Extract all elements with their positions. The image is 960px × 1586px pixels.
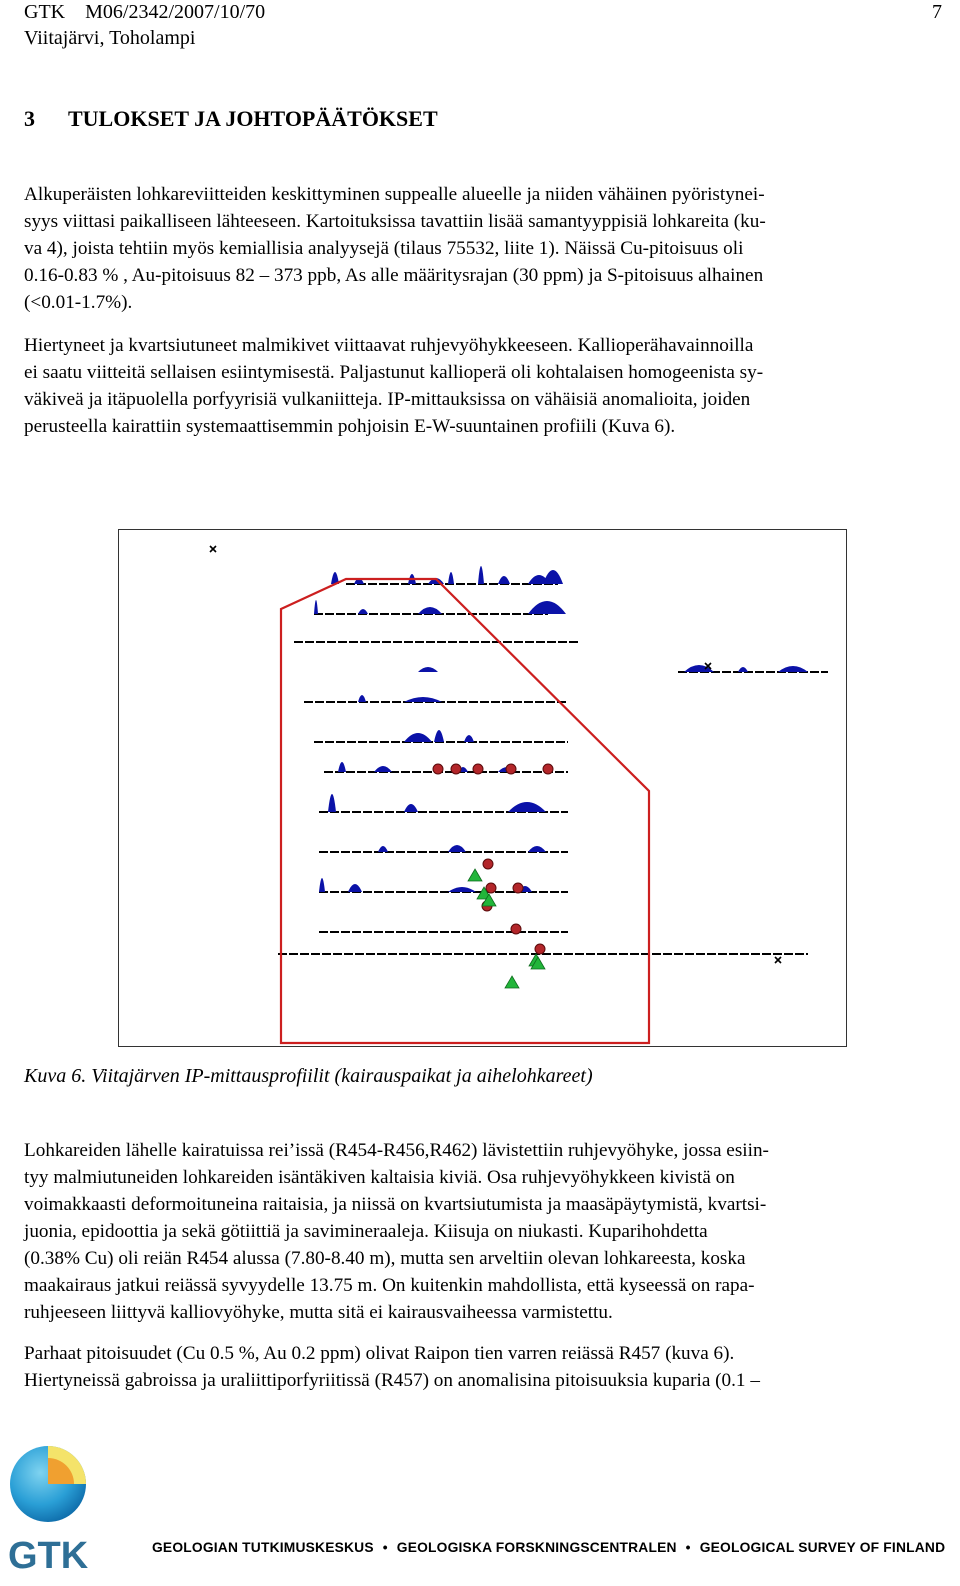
drill-hole-marker: [506, 764, 516, 774]
footer-name-fi: GEOLOGIAN TUTKIMUSKESKUS: [152, 1540, 374, 1555]
footer-name-en: GEOLOGICAL SURVEY OF FINLAND: [699, 1540, 946, 1555]
text-line: Lohkareiden lähelle kairatuissa rei’issä (R454-R456,R462) lävistettiin ruhjevyöhyke, jossa esiin-: [24, 1140, 769, 1161]
gtk-logo: [6, 1436, 102, 1586]
text-line: 0.16-0.83 % , Au-pitoisuus 82 – 373 ppb, As alle määritysrajan (30 ppm) ja S-pitoisuus alhainen: [24, 265, 764, 286]
text-line: Hiertyneet ja kvartsiutuneet malmikivet viittaavat ruhjevyöhykkeeseen. Kallioperähavainnoilla: [24, 335, 754, 356]
page-number: 7: [932, 1, 942, 23]
drill-hole-marker: [511, 924, 521, 934]
text-line: ei saatu viitteitä sellaisen esiintymisestä. Paljastunut kallioperä oli kohtalaisen homogeenista sy-: [24, 362, 764, 383]
text-line: voimakkaasti deformoituneina raitaisia, ja niissä on kvartsiutumista ja maasäpäytymistä, kvartsi-: [24, 1194, 767, 1215]
paragraph-3: [24, 1137, 936, 1326]
section-heading: [24, 104, 438, 134]
header-location: Viitajärvi, Toholampi: [24, 27, 196, 49]
paragraph-1: [24, 181, 936, 316]
text-line: perusteella kairattiin systemaattisemmin pohjoisin E-W-suuntainen profiili (Kuva 6).: [24, 416, 676, 437]
header-org-code: [24, 0, 265, 24]
text-line: juonia, epidoottia ja sekä götiittiä ja savimineraaleja. Kiisuja on niukasti. Kuparihohdetta: [24, 1221, 708, 1242]
drill-hole-marker: [513, 883, 523, 893]
text-line: maakairaus jatkui reiässä syvyydelle 13.75 m. On kuitenkin mahdollista, että kyseessä on rapa-: [24, 1275, 755, 1296]
section-title: TULOKSET JA JOHTOPÄÄTÖKSET: [68, 106, 438, 131]
ip-profile-map-figure: [118, 529, 847, 1047]
paragraph-2: [24, 332, 936, 440]
figure-caption: Kuva 6. Viitajärven IP-mittausprofiilit (kairauspaikat ja aihelohkareet): [24, 1065, 593, 1087]
text-line: tyy malmiutuneiden lohkareiden isäntäkiven kaltaisia kiviä. Osa ruhjevyöhykkeen kivistä on: [24, 1167, 735, 1188]
drill-hole-marker: [483, 859, 493, 869]
drill-hole-marker: [433, 764, 443, 774]
header-org: GTK: [24, 1, 66, 23]
text-line: va 4), joista tehtiin myös kemiallisia analyysejä (tilaus 75532, liite 1). Näissä Cu-pitoisuus oli: [24, 238, 744, 259]
drill-hole-marker: [473, 764, 483, 774]
text-line: syys viittasi paikalliseen lähteeseen. Kartoituksissa tavattiin lisää samantyyppisiä lohkareita (ku-: [24, 211, 766, 232]
text-line: (<0.01-1.7%).: [24, 292, 133, 313]
logo-text: GTK: [8, 1535, 89, 1577]
drill-hole-marker: [543, 764, 553, 774]
section-number: 3: [24, 106, 35, 131]
text-line: ruhjeeseen liittyvä kalliovyöhyke, mutta sitä ei kairausvaiheessa varmistettu.: [24, 1302, 613, 1323]
footer-name-sv: GEOLOGISKA FORSKNINGSCENTRALEN: [396, 1540, 677, 1555]
text-line: (0.38% Cu) oli reiän R454 alussa (7.80-8.40 m), mutta sen arveltiin olevan lohkareesta, koska: [24, 1248, 746, 1269]
footer-institution-names: GEOLOGIAN TUTKIMUSKESKUS • GEOLOGISKA FORSKNINGSCENTRALEN • GEOLOGICAL SURVEY OF FINLAND: [152, 1540, 946, 1555]
text-line: Alkuperäisten lohkareviitteiden keskittyminen suppealle alueelle ja niiden vähäinen pyöristynei-: [24, 184, 765, 205]
drill-hole-marker: [535, 944, 545, 954]
paragraph-4: [24, 1340, 936, 1394]
text-line: Parhaat pitoisuudet (Cu 0.5 %, Au 0.2 ppm) olivat Raipon tien varren reiässä R457 (kuva 6).: [24, 1343, 735, 1364]
header-report-code: M06/2342/2007/10/70: [85, 1, 266, 23]
figure-frame: [119, 530, 847, 1047]
text-line: Hiertyneissä gabroissa ja uraliittiporfyriitissä (R457) on anomalisina pitoisuuksia kuparia (0.1 –: [24, 1370, 760, 1391]
drill-hole-marker: [451, 764, 461, 774]
drill-hole-marker: [486, 883, 496, 893]
text-line: väkiveä ja itäpuolella porfyyrisiä vulkaniitteja. IP-mittauksissa on vähäisiä anomalioita, joiden: [24, 389, 751, 410]
